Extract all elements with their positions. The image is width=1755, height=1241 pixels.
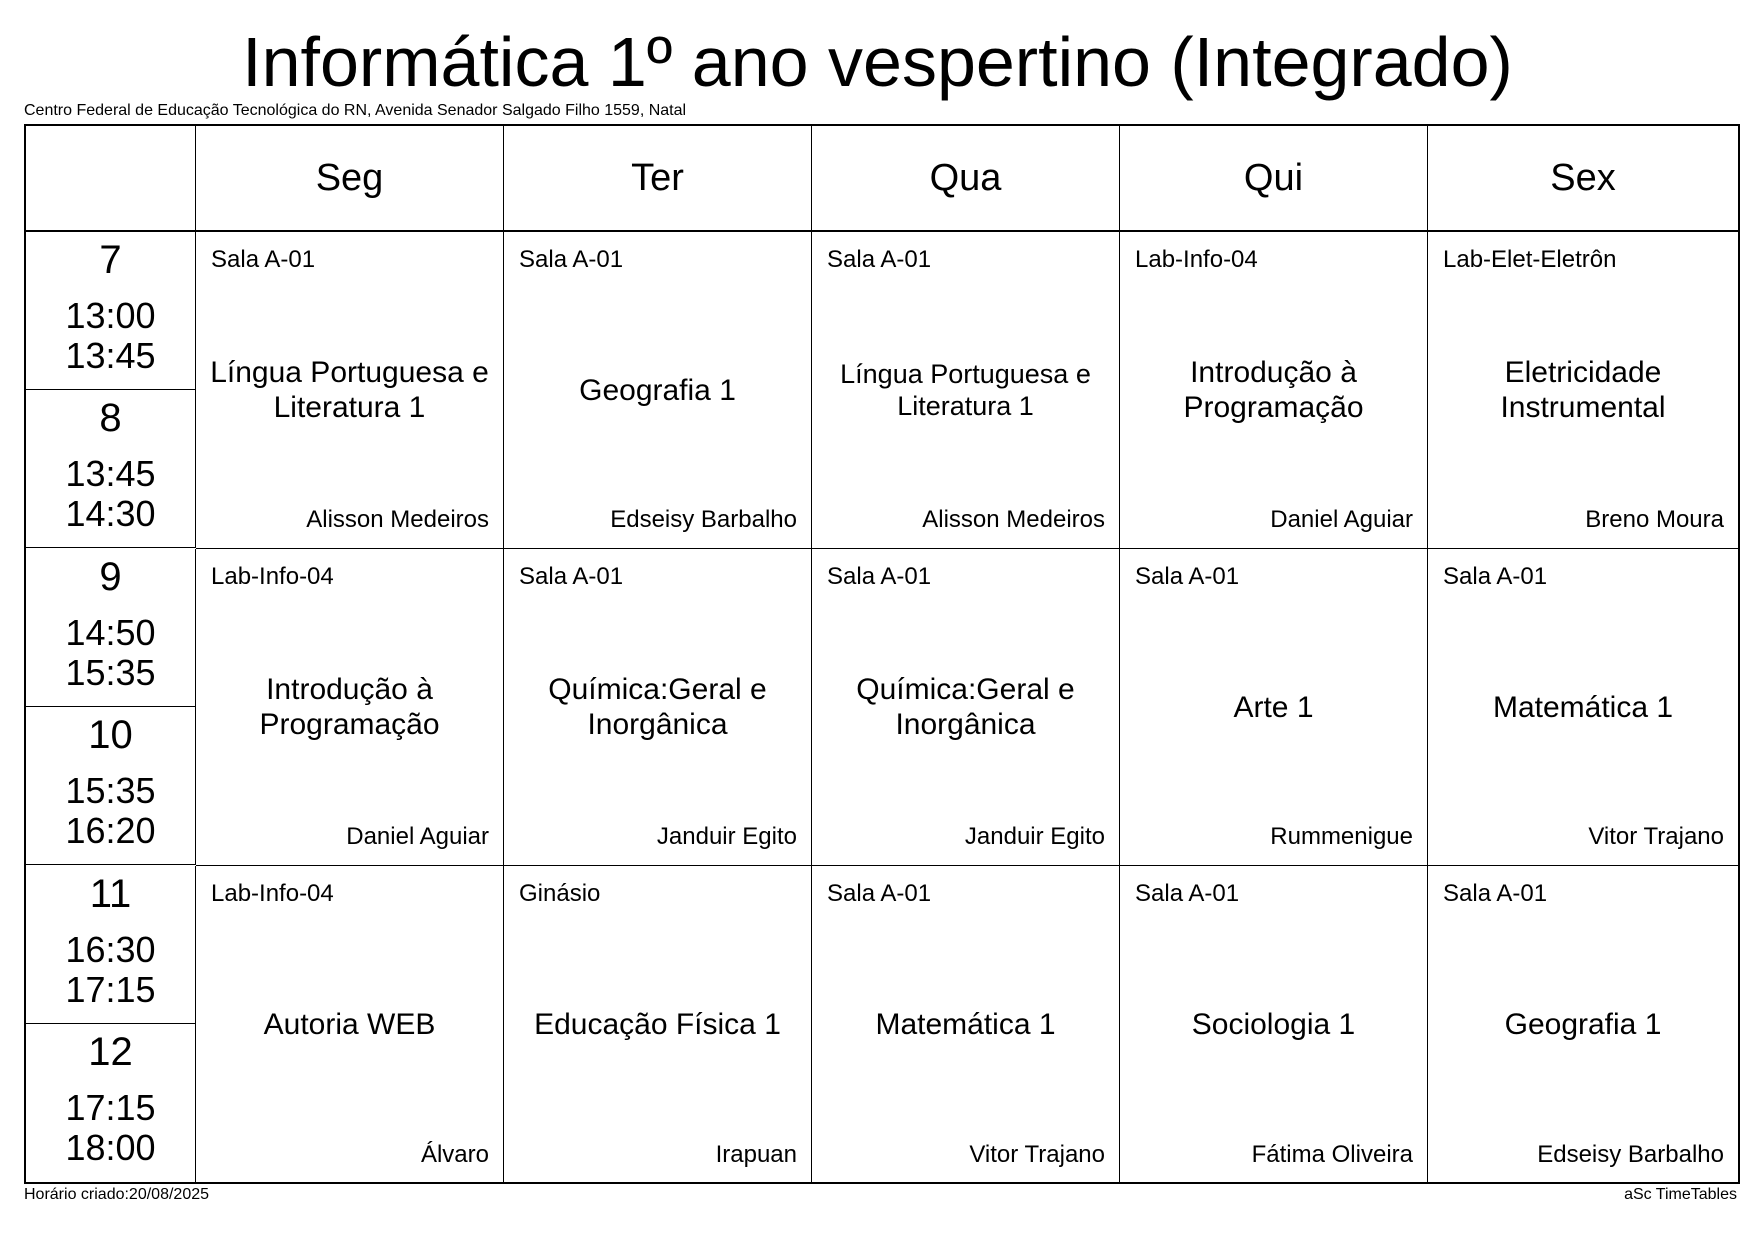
subject-label: Língua Portuguesa e Literatura 1 — [210, 356, 489, 424]
room-label: Sala A-01 — [519, 246, 624, 273]
teacher-label: Daniel Aguiar — [346, 823, 489, 850]
class-cell[interactable] — [1120, 549, 1428, 866]
teacher-label: Edseisy Barbalho — [1537, 1141, 1724, 1168]
day-label: Qui — [1243, 156, 1304, 199]
period-start: 15:35 — [65, 770, 156, 811]
subject-label: Química:Geral e Inorgânica — [548, 673, 767, 741]
room-label: Sala A-01 — [1443, 880, 1548, 907]
period-end: 18:00 — [65, 1127, 156, 1168]
room-label: Sala A-01 — [1135, 563, 1240, 590]
subject-label: Matemática 1 — [875, 1008, 1056, 1041]
created-date: Horário criado:20/08/2025 — [24, 1186, 210, 1203]
timetable-grid — [24, 124, 1740, 1184]
room-label: Sala A-01 — [1135, 880, 1240, 907]
software-credit: aSc TimeTables — [1624, 1186, 1737, 1203]
teacher-label: Rummenigue — [1270, 823, 1413, 850]
teacher-label: Janduir Egito — [964, 823, 1105, 850]
subject-label: Arte 1 — [1233, 690, 1314, 724]
period-end: 16:20 — [65, 810, 156, 851]
period-start: 13:00 — [65, 295, 156, 336]
subject-label: Matemática 1 — [1492, 690, 1674, 724]
subject-label: Sociologia 1 — [1191, 1008, 1356, 1041]
room-label: Lab-Info-04 — [211, 563, 334, 590]
day-label: Qua — [929, 156, 1002, 199]
period-number: 9 — [99, 555, 122, 599]
subject-label: Eletricidade Instrumental — [1500, 356, 1666, 424]
day-header-seg — [196, 126, 504, 232]
class-cell[interactable] — [1428, 549, 1738, 866]
period-start: 14:50 — [65, 612, 156, 653]
class-cell[interactable] — [1120, 232, 1428, 549]
day-label: Ter — [631, 156, 684, 199]
class-cell[interactable] — [196, 232, 504, 549]
subject-label: Química:Geral e Inorgânica — [856, 673, 1075, 741]
class-cell[interactable] — [1120, 866, 1428, 1183]
page-title: Informática 1º ano vespertino (Integrado) — [242, 23, 1513, 101]
teacher-label: Álvaro — [420, 1141, 489, 1168]
subject-label: Introdução à Programação — [1183, 356, 1364, 424]
room-label: Sala A-01 — [827, 880, 932, 907]
teacher-label: Vitor Trajano — [969, 1141, 1105, 1168]
room-label: Sala A-01 — [827, 563, 932, 590]
class-cell[interactable] — [1428, 232, 1738, 549]
period-end: 14:30 — [65, 493, 156, 534]
subject-label: Geografia 1 — [1504, 1008, 1662, 1041]
day-header-sex — [1428, 126, 1738, 232]
class-cell[interactable] — [504, 232, 812, 549]
room-label: Lab-Info-04 — [211, 880, 334, 907]
teacher-label: Breno Moura — [1585, 506, 1724, 533]
teacher-label: Fátima Oliveira — [1251, 1141, 1413, 1168]
room-label: Sala A-01 — [1443, 563, 1548, 590]
subject-label: Autoria WEB — [263, 1008, 436, 1041]
class-cell[interactable] — [504, 549, 812, 866]
room-label: Ginásio — [519, 880, 601, 907]
room-label: Sala A-01 — [211, 246, 316, 273]
period-8 — [26, 390, 196, 548]
room-label: Sala A-01 — [519, 563, 624, 590]
class-cell[interactable] — [812, 232, 1120, 549]
room-label: Lab-Info-04 — [1135, 246, 1258, 273]
period-end: 15:35 — [65, 652, 156, 693]
period-number: 11 — [89, 872, 132, 916]
class-cell[interactable] — [196, 549, 504, 866]
teacher-label: Alisson Medeiros — [306, 506, 489, 533]
period-12 — [26, 1024, 196, 1182]
room-label: Lab-Elet-Eletrôn — [1443, 246, 1617, 273]
teacher-label: Alisson Medeiros — [922, 506, 1105, 533]
teacher-label: Vitor Trajano — [1588, 823, 1724, 850]
period-number: 7 — [99, 238, 122, 282]
period-start: 17:15 — [65, 1087, 156, 1128]
period-11 — [26, 866, 196, 1024]
period-9 — [26, 549, 196, 707]
subject-label: Geografia 1 — [579, 373, 736, 407]
period-7 — [26, 232, 196, 390]
day-label: Seg — [315, 156, 384, 199]
teacher-label: Janduir Egito — [656, 823, 797, 850]
class-cell[interactable] — [504, 866, 812, 1183]
room-label: Sala A-01 — [827, 246, 932, 273]
day-header-qua — [812, 126, 1120, 232]
period-start: 13:45 — [65, 453, 156, 494]
teacher-label: Edseisy Barbalho — [610, 506, 797, 533]
day-header-ter — [504, 126, 812, 232]
class-cell[interactable] — [1428, 866, 1738, 1183]
class-cell[interactable] — [196, 866, 504, 1183]
period-number: 12 — [88, 1030, 133, 1074]
day-label: Sex — [1550, 156, 1616, 199]
day-header-qui — [1120, 126, 1428, 232]
corner-cell — [26, 126, 196, 232]
subject-label: Língua Portuguesa e Literatura 1 — [840, 359, 1091, 421]
period-start: 16:30 — [65, 929, 156, 970]
teacher-label: Daniel Aguiar — [1270, 506, 1413, 533]
teacher-label: Irapuan — [715, 1141, 797, 1168]
subject-label: Educação Física 1 — [534, 1008, 781, 1041]
class-cell[interactable] — [812, 549, 1120, 866]
subject-label: Introdução à Programação — [259, 673, 440, 741]
period-number: 8 — [99, 396, 122, 440]
period-end: 17:15 — [65, 969, 156, 1010]
period-10 — [26, 707, 196, 865]
school-address: Centro Federal de Educação Tecnológica do RN, Avenida Senador Salgado Filho 1559, Natal — [24, 102, 687, 119]
period-number: 10 — [88, 713, 133, 757]
period-end: 13:45 — [65, 335, 156, 376]
class-cell[interactable] — [812, 866, 1120, 1183]
